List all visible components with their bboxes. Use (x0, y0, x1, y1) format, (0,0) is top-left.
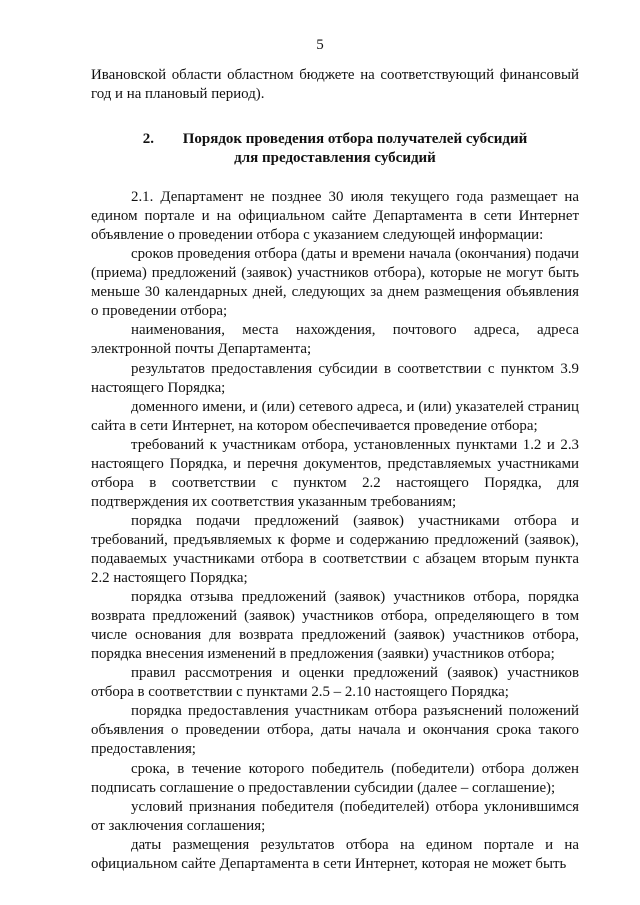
section-heading-line-1 (91, 130, 579, 149)
section-number: 2. (142, 131, 154, 148)
page-number: 5 (316, 37, 324, 53)
list-item-withdrawal-procedure: порядка отзыва предложений (заявок) участников отбора, порядка возврата предложений (заявок) участников отбора, определяющего в том числе основания для возврата предложений (заявок) участников отбора, порядка внесения изменений в предложения (заявки) участников отбора; (91, 589, 579, 663)
list-item-deadlines: сроков проведения отбора (даты и времени начала (окончания) подачи (приема) предложений (заявок) участников отбора), которые не могут быть меньше 30 календарных дней, следующих за днем размещения объявления о проведении отбора; (91, 246, 579, 320)
paragraph-2-1: 2.1. Департамент не позднее 30 июля текущего года размещает на едином портале и на официальном сайте Департамента в сети Интернет объявление о проведении отбора с указанием следующей информации: (91, 189, 579, 244)
list-item-signing-deadline: срока, в течение которого победитель (победители) отбора должен подписать соглашение о предоставлении субсидии (далее – соглашение); (91, 760, 579, 796)
list-item-subsidy-results: результатов предоставления субсидии в соответствии с пунктом 3.9 настоящего Порядка; (91, 360, 579, 396)
section-title-line-1: Порядок проведения отбора получателей субсидий (182, 131, 528, 148)
list-item-evasion-conditions: условий признания победителя (победителей) отбора уклонившимся от заключения соглашения; (91, 798, 579, 834)
list-item-domain-name: доменного имени, и (или) сетевого адреса, и (или) указателей страниц сайта в сети Интернет, на котором обеспечивается проведение отбора; (91, 398, 579, 434)
list-item-results-publication: даты размещения результатов отбора на едином портале и на официальном сайте Департамента в сети Интернет, которая не может быть (91, 836, 579, 872)
list-item-evaluation-rules: правил рассмотрения и оценки предложений (заявок) участников отбора в соответствии с пунктами 2.5 – 2.10 настоящего Порядка; (91, 665, 579, 701)
section-heading (91, 130, 579, 168)
list-item-clarifications: порядка предоставления участникам отбора разъяснений положений объявления о проведении отбора, даты начала и окончания срока такого предоставления; (91, 703, 579, 758)
continuation-paragraph: Ивановской области областном бюджете на соответствующий финансовый год и на плановый период). (91, 67, 579, 103)
list-item-participant-requirements: требований к участникам отбора, установленных пунктами 1.2 и 2.3 настоящего Порядка, и перечня документов, представляемых участниками отбора в соответствии с пунктом 2.2 настоящего Порядка, для подтверждения их соответствия указанным требованиям; (91, 436, 579, 510)
page-content (91, 66, 579, 874)
list-item-department-address: наименования, места нахождения, почтового адреса, адреса электронной почты Департамента; (91, 322, 579, 358)
section-title-line-2: для предоставления субсидий (234, 150, 436, 167)
list-item-submission-procedure: порядка подачи предложений (заявок) участниками отбора и требований, предъявляемых к форме и содержанию предложений (заявок), подаваемых участниками отбора в соответствии с абзацем вторым пункта 2.2 настоящего Порядка; (91, 512, 579, 587)
